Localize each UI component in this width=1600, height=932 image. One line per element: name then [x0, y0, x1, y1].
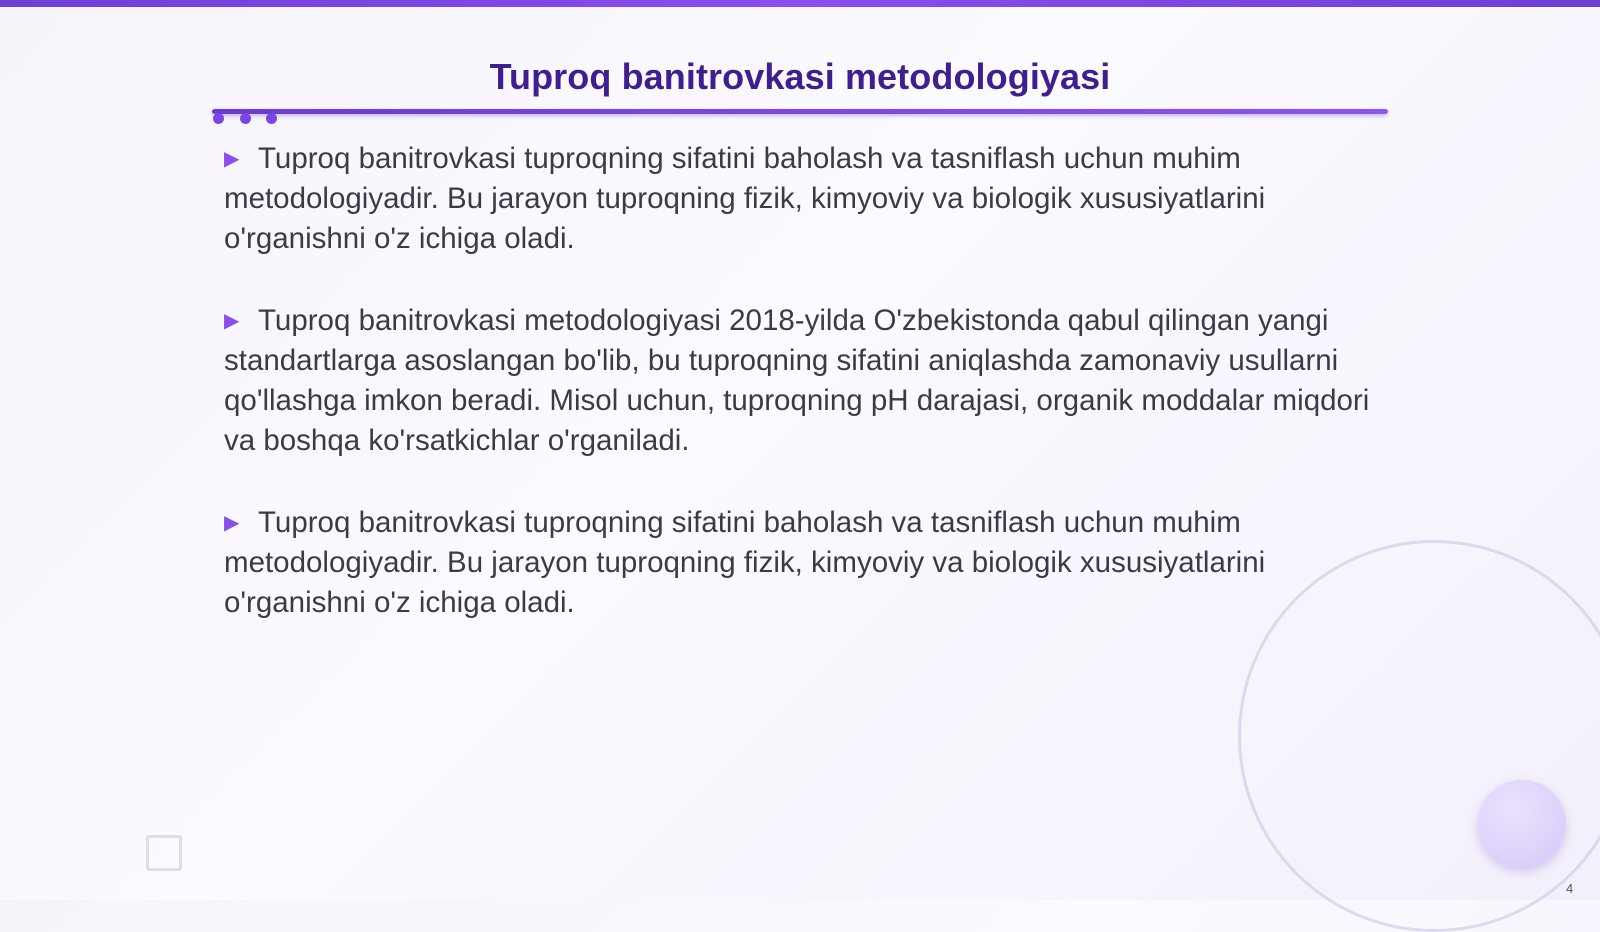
bullet-text: Tuproq banitrovkasi tuproqning sifatini baholash va tasniflash uchun muhim metodologiyadir. Bu jarayon tuproqning fizik, kimyoviy va biologik xususiyatlarini o'rganishni o'z ichiga oladi. — [224, 506, 1266, 619]
play-arrow-icon: ▶ — [224, 148, 240, 170]
bullet-list — [224, 139, 1384, 623]
decorative-dot — [240, 113, 251, 124]
bullet-item — [224, 139, 1384, 259]
decorative-dot — [266, 113, 277, 124]
title-underline — [212, 109, 1388, 114]
decorative-square — [146, 835, 182, 871]
slide-title: Tuproq banitrovkasi metodologiyasi — [489, 56, 1111, 97]
decorative-ring — [1238, 540, 1600, 932]
bullet-text: Tuproq banitrovkasi tuproqning sifatini baholash va tasniflash uchun muhim metodologiyadir. Bu jarayon tuproqning fizik, kimyoviy va biologik xususiyatlarini o'rganishni o'z ichiga oladi. — [224, 142, 1266, 255]
decorative-bubble — [1478, 780, 1566, 868]
play-arrow-icon: ▶ — [224, 310, 240, 332]
bullet-item — [224, 503, 1384, 623]
play-arrow-icon: ▶ — [224, 512, 240, 534]
page-number: 4 — [1566, 881, 1574, 896]
top-accent-bar — [0, 0, 1600, 7]
decorative-dot — [213, 113, 224, 124]
bullet-item — [224, 301, 1384, 461]
bullet-text: Tuproq banitrovkasi metodologiyasi 2018-yilda O'zbekistonda qabul qilingan yangi standartlarga asoslangan bo'lib, bu tuproqning sifatini aniqlashda zamonaviy usullarni qo'llashga imkon beradi. Misol uchun, tuproqning pH darajasi, organik moddalar miqdori va boshqa ko'rsatkichlar o'rganiladi. — [224, 304, 1370, 457]
